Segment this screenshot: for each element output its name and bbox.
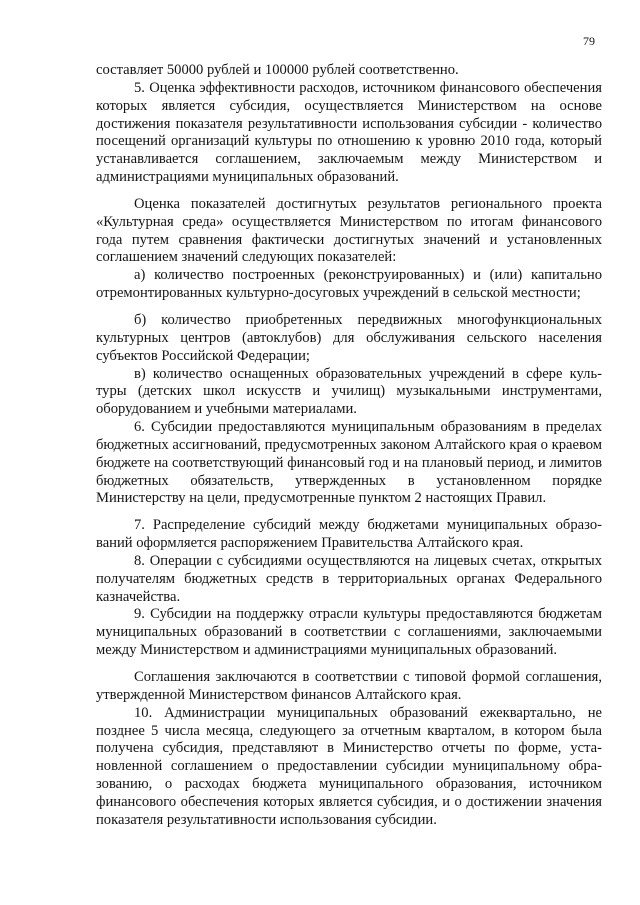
paragraph-agreements: Соглашения заключаются в соответствии с типовой формой соглашения, утвержденной Министерством финансов Алтайского края. — [96, 669, 602, 703]
paragraph-continuation: составляет 50000 рублей и 100000 рублей соответственно. — [96, 62, 459, 78]
paragraph-indicator-b: б) количество приобретенных передвижных многофункциональных культурных центров (автоклубов) для обслуживания сельского населения субъектов Российской Федерации; — [96, 311, 602, 364]
paragraph-item-7: 7. Распределение субсидий между бюджетами муниципальных образований оформляется распоряжением Правительства Алтайского края. — [96, 517, 602, 552]
paragraph-item-10: 10. Администрации муниципальных образований ежеквартально, не позднее 5 числа месяца, следующего за отчетным кварталом, в котором была получена субсидия, представляют в Министерство отчеты по форме, установленной соглашением о предоставлении субсидии муниципальному образованию, о расходах бюджета муниципального образования, источником финансового обеспечения которых является субсидия, и о достижении значения показателя результативности использования субсидии. — [96, 704, 602, 828]
document-body — [96, 62, 602, 830]
page-number: 79 — [583, 34, 595, 48]
paragraph-item-8: 8. Операции с субсидиями осуществляются на лицевых счетах, открытых получателям бюджетных средств в территориальных органах Федерального казначейства. — [96, 552, 602, 605]
paragraph-item-5: 5. Оценка эффективности расходов, источником финансового обеспечения которых является субсидия, осуществляется Министерством на основе достижения показателя результативности использования субсидии - количество посещений организаций культуры по отношению к уровню 2010 года, который устанавливается соглашением, заключаемым между Министерством и администрациями муниципальных образований. — [96, 79, 602, 186]
paragraph-item-9: 9. Субсидии на поддержку отрасли культуры предоставляются бюджетам муниципальных образований в соответствии с соглашениями, заключаемыми между Министерством и администрациями муниципальных образований. — [96, 606, 602, 659]
paragraph-item-6: 6. Субсидии предоставляются муниципальным образованиям в пределах бюджетных ассигнований, предусмотренных законом Алтайского края о краевом бюджете на соответствующий финансовый год и на плановый период, и лимитов бюджетных обязательств, утвержденных в установленном порядке Министерству на цели, предусмотренные пунктом 2 настоящих Правил. — [96, 419, 602, 507]
paragraph-evaluation: Оценка показателей достигнутых результатов регионального проекта «Культурная среда» осуществляется Министерством по итогам финансового года путем сравнения фактически достигнутых значений и установленных соглашением значений следующих показателей: — [96, 195, 602, 266]
paragraph-indicator-c: в) количество оснащенных образовательных учреждений в сфере культуры (детских школ искусств и училищ) музыкальными инструментами, оборудованием и учебными материалами. — [96, 365, 602, 418]
paragraph-indicator-a: а) количество построенных (реконструированных) и (или) капитально отремонтированных культурно-досуговых учреждений в сельской местности; — [96, 267, 602, 302]
